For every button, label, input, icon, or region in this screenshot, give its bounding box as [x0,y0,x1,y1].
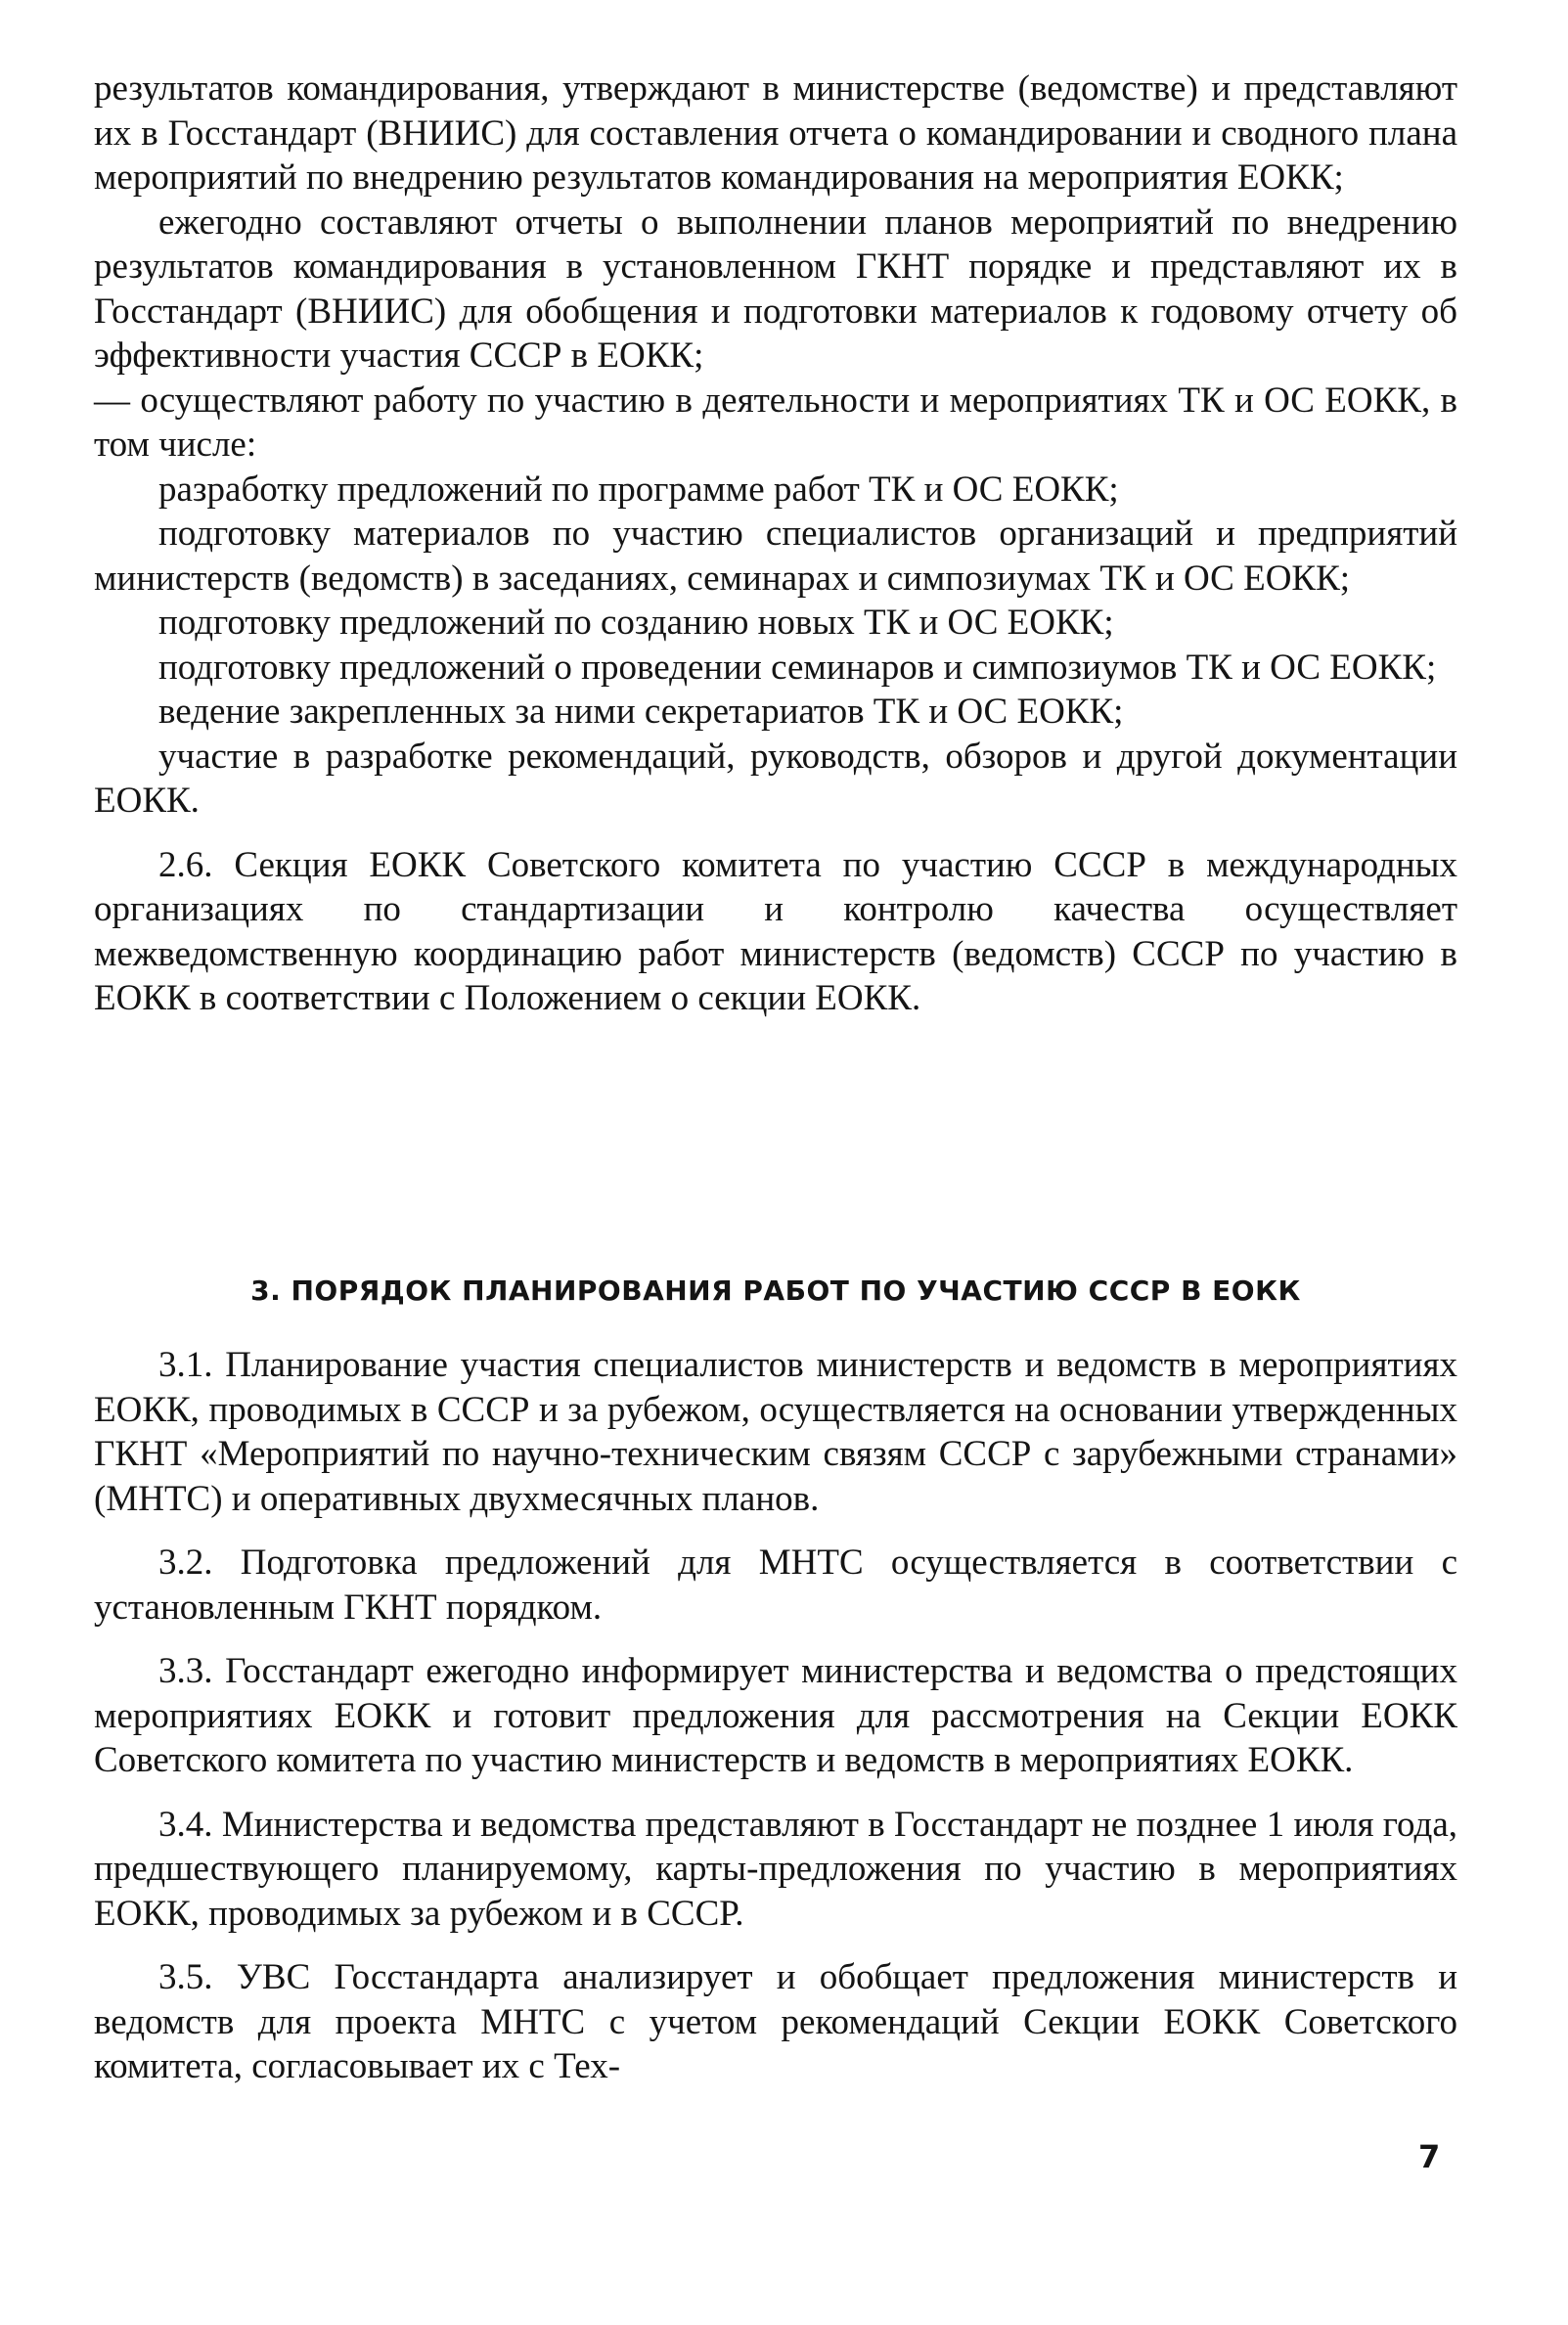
list-item: подготовку предложений о проведении семинаров и симпозиумов ТК и ОС ЕОКК; [158,647,1437,688]
list-item: разработку предложений по программе работ ТК и ОС ЕОКК; [158,469,1119,510]
list-item: подготовку предложений по созданию новых ТК и ОС ЕОКК; [158,603,1114,643]
list-item: подготовку материалов по участию специалистов организаций и предприятий министерств (ведомств) в заседаниях, семинарах и симпозиумах ТК и ОС ЕОКК; [94,514,1457,599]
paragraph: ежегодно составляют отчеты о выполнении планов мероприятий по внедрению результатов командирования в установленном ГКНТ порядке и представляют их в Госстандарт (ВНИИС) для обобщения и подготовки материалов к годовому отчету об эффективности участия СССР в ЕОКК; [94,201,1457,376]
list-item: участие в разработке рекомендаций, руководств, обзоров и другой документации ЕОКК. [94,736,1457,821]
paragraph: результатов командирования, утверждают в министерстве (ведомстве) и представляют их в Госстандарт (ВНИИС) для составления отчета о командировании и сводного плана мероприятий по внедрению результатов командирования на мероприятия ЕОКК; [94,68,1457,198]
paragraph: 3.5. УВС Госстандарта анализирует и обобщает предложения министерств и ведомств для проекта МНТС с учетом рекомендаций Секции ЕОКК Советского комитета, согласовывает их с Тех- [94,1957,1457,2086]
section-2-continuation [94,67,1457,1021]
paragraph: 3.1. Планирование участия специалистов министерств и ведомств в мероприятиях ЕОКК, проводимых в СССР и за рубежом, осуществляется на основании утвержденных ГКНТ «Мероприятий по научно-техническим связям СССР с зарубежными странами» (МНТС) и оперативных двухмесячных планов. [94,1345,1457,1519]
paragraph: 3.4. Министерства и ведомства представляют в Госстандарт не позднее 1 июля года, предшествующего планируемому, карты-предложения по участию в мероприятиях ЕОКК, проводимых за рубежом и в СССР. [94,1804,1457,1934]
section-3-body [94,1343,1457,2089]
section-heading: 3. ПОРЯДОК ПЛАНИРОВАНИЯ РАБОТ ПО УЧАСТИЮ СССР В ЕОКК [250,1274,1301,1307]
page-number: 7 [1418,2138,1441,2175]
paragraph: 2.6. Секция ЕОКК Советского комитета по участию СССР в международных организациях по стандартизации и контролю качества осуществляет межведомственную координацию работ министерств (ведомств) СССР по участию в ЕОКК в соответствии с Положением о секции ЕОКК. [94,844,1457,1018]
paragraph: 3.3. Госстандарт ежегодно информирует министерства и ведомства о предстоящих мероприятиях ЕОКК и готовит предложения для рассмотрения на Секции ЕОКК Советского комитета по участию министерств и ведомств в мероприятиях ЕОКК. [94,1651,1457,1780]
list-item: ведение закрепленных за ними секретариатов ТК и ОС ЕОКК; [158,692,1124,732]
paragraph: 3.2. Подготовка предложений для МНТС осуществляется в соответствии с установленным ГКНТ порядком. [94,1543,1457,1628]
list-intro: — осуществляют работу по участию в деятельности и мероприятиях ТК и ОС ЕОКК, в том числе: [94,380,1457,465]
